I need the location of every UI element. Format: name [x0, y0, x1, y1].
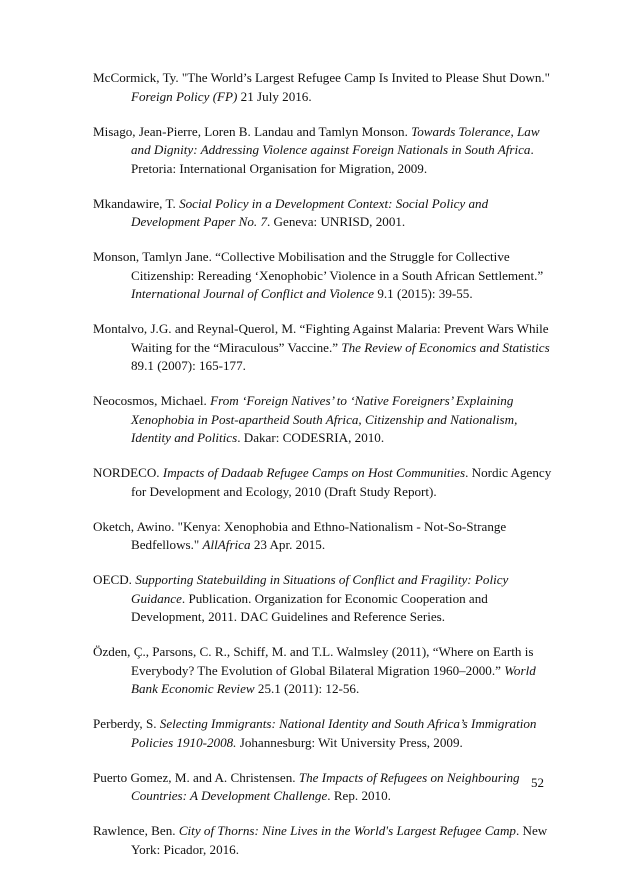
reference-text: McCormick, Ty. "The World’s Largest Refugee Camp Is Invited to Please Shut Down.": [93, 70, 550, 85]
reference-entry: [93, 195, 553, 232]
reference-text: 23 Apr. 2015.: [250, 537, 326, 552]
reference-text: . Geneva: UNRISD, 2001.: [267, 214, 406, 229]
reference-text: 25.1 (2011): 12-56.: [254, 681, 360, 696]
reference-text: Johannesburg: Wit University Press, 2009.: [236, 734, 463, 750]
reference-text: Özden, Ç., Parsons, C. R., Schiff, M. and T.L. Walmsley (2011), “Where on Earth is Everybody? The Evolution of Global Bilateral Migration 1960–2000.”: [93, 644, 534, 678]
reference-title: Selecting Immigrants: National Identity and South Africa’s Immigration Policies 1910-2008.: [131, 716, 537, 750]
reference-title: AllAfrica: [202, 537, 251, 552]
reference-text: Neocosmos, Michael.: [93, 393, 211, 408]
reference-text: Montalvo, J.G. and Reynal-Querol, M. “Fighting Against Malaria: Prevent Wars While Waiting for the “Miraculous” Vaccine.”: [93, 321, 549, 355]
reference-text: 21 July 2016.: [237, 88, 312, 104]
reference-title: Social Policy in a Development Context: Social Policy and Development Paper No. 7: [131, 195, 489, 229]
reference-entry: [93, 571, 553, 627]
reference-entry: [93, 518, 553, 555]
reference-text: Rawlence, Ben.: [93, 823, 179, 838]
reference-entry: [93, 464, 553, 501]
reference-title: International Journal of Conflict and Violence: [131, 286, 375, 301]
reference-entry: [93, 320, 553, 376]
reference-title: City of Thorns: Nine Lives in the World's Largest Refugee Camp: [178, 823, 516, 838]
reference-entry: [93, 123, 553, 179]
reference-text: Perberdy, S.: [93, 716, 160, 731]
reference-list: [93, 69, 553, 876]
reference-text: 89.1 (2007): 165-177.: [131, 358, 246, 373]
reference-text: . Pretoria: International Organisation for Migration, 2009.: [131, 142, 534, 176]
reference-title: Impacts of Dadaab Refugee Camps on Host Communities: [162, 465, 466, 480]
reference-text: Oketch, Awino. "Kenya: Xenophobia and Ethno-Nationalism - Not-So-Strange Bedfellows.": [93, 518, 507, 552]
reference-entry: [93, 715, 553, 752]
reference-text: . Dakar: CODESRIA, 2010.: [237, 430, 385, 445]
reference-entry: [93, 822, 553, 859]
reference-text: . Publication. Organization for Economic Cooperation and Development, 2011. DAC Guidelines and Reference Series.: [131, 590, 488, 624]
reference-text: . Nordic Agency for Development and Ecology, 2010 (Draft Study Report).: [131, 465, 552, 499]
reference-title: Towards Tolerance, Law and Dignity: Addressing Violence against Foreign Nationals in South Africa: [131, 123, 540, 157]
page-number: 52: [531, 775, 544, 790]
reference-entry: [93, 69, 553, 106]
reference-title: The Review of Economics and Statistics: [341, 339, 550, 355]
reference-entry: [93, 392, 553, 448]
reference-entry: [93, 248, 553, 304]
reference-title: Foreign Policy (FP): [131, 88, 238, 104]
reference-title: From ‘Foreign Natives’ to ‘Native Foreigners’ Explaining Xenophobia in Post-apartheid South Africa, Citizenship and Nationalism, Identity and Politics: [131, 393, 518, 445]
reference-text: . Rep. 2010.: [327, 788, 391, 803]
reference-text: Puerto Gomez, M. and A. Christensen.: [93, 769, 299, 785]
reference-text: Mkandawire, T.: [93, 195, 180, 211]
reference-text: . New York: Picador, 2016.: [131, 823, 548, 857]
reference-title: The Impacts of Refugees on Neighbouring Countries: A Development Challenge: [131, 769, 520, 803]
reference-entry: [93, 769, 553, 806]
reference-text: 9.1 (2015): 39-55.: [374, 286, 473, 301]
reference-title: World Bank Economic Review: [131, 662, 536, 696]
reference-title: Supporting Statebuilding in Situations of Conflict and Fragility: Policy Guidance: [131, 572, 509, 606]
reference-text: Misago, Jean-Pierre, Loren B. Landau and Tamlyn Monson.: [93, 123, 412, 139]
reference-text: Monson, Tamlyn Jane. “Collective Mobilisation and the Struggle for Collective Citizenship: Rereading ‘Xenophobic’ Violence in a South African Settlement.”: [93, 249, 544, 283]
reference-text: NORDECO.: [93, 465, 163, 480]
reference-text: OECD.: [93, 572, 136, 587]
reference-entry: [93, 643, 553, 699]
